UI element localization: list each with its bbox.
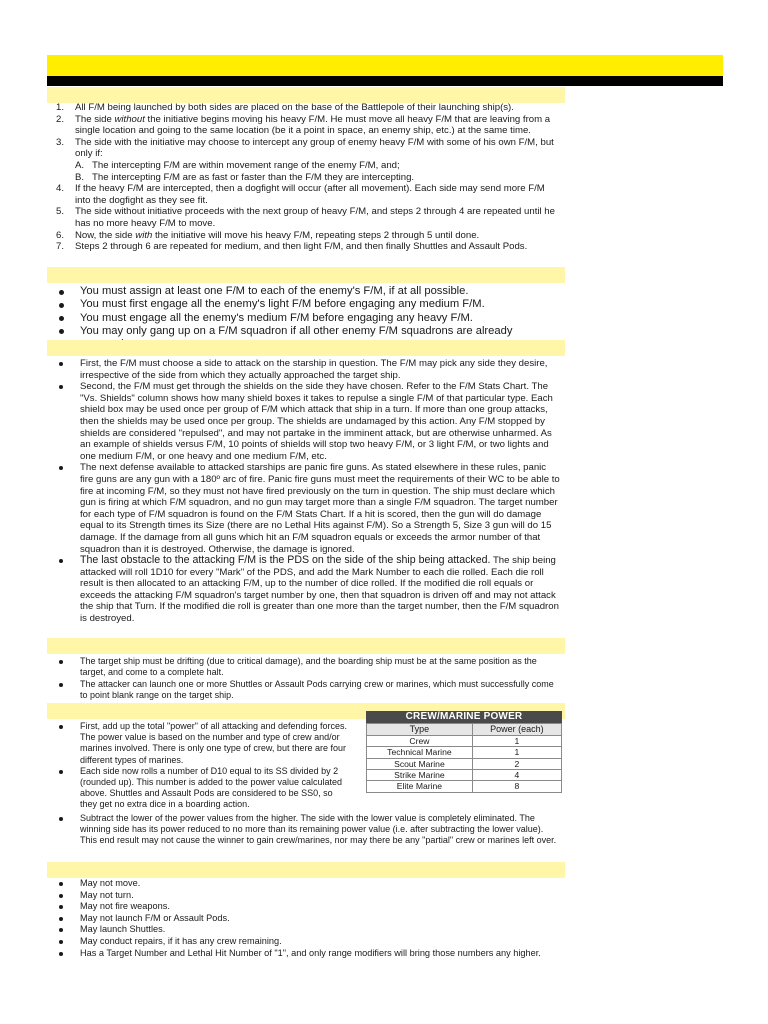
list-item: The attacker can launch one or more Shuttles or Assault Pods carrying crew or marines, which must successfully come to point blank range on the target ship. <box>56 679 561 702</box>
table-row: Technical Marine 1 <box>367 747 562 758</box>
list-item: May not move. <box>56 878 561 890</box>
list-item: Second, the F/M must get through the shields on the side they have chosen. Refer to the F/M Stats Chart. The "Vs. Shields" column shows how many shield boxes it takes to repulse a single F/M of that particular type. Each shield box may be used once per group of F/M which attack that ship in a turn. If more than one group attacks, then the shields may be used once per group. The shields are undamaged by this action. Any F/M stopped by shields are considered "repulsed", and may not partake in the imminent attack, but are otherwise unharmed. As an example of shields versus F/M, 10 points of shields will stop two heavy F/M, or 3 light F/M, or two lights and one medium F/M, or one heavy and one medium F/M, etc. <box>56 381 561 462</box>
list-item: The target ship must be drifting (due to critical damage), and the boarding ship must be at the same position as the target, and come to a complete halt. <box>56 656 561 679</box>
list-item: You may only gang up on a F/M squadron if all other enemy F/M squadrons are already <box>56 325 561 352</box>
sequence-step: 4. If the heavy F/M are intercepted, then a dogfight will occur (after all movement). Each side may send more F/M into the dogfight as they see fit. <box>56 183 545 206</box>
list-item: May not launch F/M or Assault Pods. <box>56 913 561 925</box>
list-item: Each side now rolls a number of D10 equal to its SS divided by 2 (rounded up). This number is added to the power value calculated above. Shuttles and Assault Pods are considered to be SS0, so they get no extra dice in a boarding action. <box>56 766 352 811</box>
table-header: Power (each) <box>472 724 561 735</box>
captured-list <box>56 878 561 959</box>
list-item: You must engage all the enemy's medium F/M before engaging any heavy F/M. <box>56 312 561 325</box>
list-item: First, add up the total "power" of all attacking and defending forces. The power value is based on the number and type of crew and/or marines involved. There is only one type of crew, but there are four different types of marines. <box>56 721 352 766</box>
sequence-substep: A. The intercepting F/M are within movement range of the enemy F/M, and; <box>75 159 400 171</box>
list-item: The last obstacle to the attacking F/M is the PDS on the side of the ship being attacked. The ship being attacked will roll 1D10 for every "Mark" of the PDS, and add the Mark Number to each die rolled. Each die roll result is then allocated to an attacking F/M, up to the number of dice rolled. If the modified die roll equals or exceeds the attacking F/M squadron's target number by one, then that squadron is driven off and may not attack the ship that Turn. If the modified die roll is greater than one more than the target number, then the F/M squadron is destroyed. <box>56 555 561 625</box>
list-item: The next defense available to attacked starships are panic fire guns. As stated elsewhere in these rules, panic fire guns are any gun with a 180º arc of fire. Panic fire guns must meet the requirements of their WC to be able to fire at incoming F/M, so they must not have fired previously on the turn in question. The ship must declare which gun is firing at which F/M squadron, and no gun may target more than a single F/M squadron. The target number for each type of F/M squadron is found on the F/M Stats Chart. If a hit is scored, then the gun will do damage equal to its Strength times its Size (there are no Lethal Hits against F/M). So a Strength 5, Size 3 gun will do 15 damage. If the damage from all guns which hit an F/M squadron equals or exceeds the armor number of that squadron than it is destroyed. Otherwise, the damage is ignored. <box>56 462 561 555</box>
list-item: May not turn. <box>56 890 561 902</box>
section-band-attack <box>47 340 565 356</box>
table-row: Strike Marine 4 <box>367 770 562 781</box>
section-band-boarding <box>47 638 565 654</box>
list-item: May conduct repairs, if it has any crew remaining. <box>56 936 561 948</box>
table-header: Type <box>367 724 473 735</box>
table-row: Scout Marine 2 <box>367 758 562 769</box>
sequence-step: 7. Steps 2 through 6 are repeated for medium, and then light F/M, and then finally Shuttles and Assault Pods. <box>56 241 528 253</box>
header-banner <box>47 55 723 76</box>
sequence-step: 5. The side without initiative proceeds with the next group of heavy F/M, and steps 2 through 4 are repeated until he has no more heavy F/M to move. <box>56 206 555 229</box>
sequence-step: 1. All F/M being launched by both sides are placed on the base of the Battlepole of their launching ship(s). <box>56 102 514 113</box>
list-item: You must first engage all the enemy's light F/M before engaging any medium F/M. <box>56 298 561 311</box>
combat-list-wide <box>56 813 561 847</box>
table-row: Elite Marine 8 <box>367 781 562 792</box>
section-band-dogfight <box>47 267 565 283</box>
attack-list <box>56 358 561 625</box>
sequence-step: 3. The side with the initiative may choose to intercept any group of enemy heavy F/M with some of his own F/M, but only if: A. The intercepting F/M are within movement range of the enemy F/M, and; B. The intercepting F/M are as fast or faster than the F/M they are intercepting. <box>56 137 561 183</box>
crew-marine-power-table <box>366 711 562 793</box>
list-item: May not fire weapons. <box>56 901 561 913</box>
list-item: You must assign at least one F/M to each of the enemy's F/M, if at all possible. <box>56 285 561 298</box>
sequence-step: 6. Now, the side with the initiative will move his heavy F/M, repeating steps 2 through 5 until done. <box>56 229 480 241</box>
boarding-list <box>56 656 561 702</box>
list-item: First, the F/M must choose a side to attack on the starship in question. The F/M may pick any side they desire, irrespective of the side from which they actually approached the target ship. <box>56 358 561 381</box>
section-band-sequence <box>47 87 565 103</box>
sequence-substep: B. The intercepting F/M are as fast or faster than the F/M they are intercepting. <box>75 171 415 183</box>
section-band-captured <box>47 862 565 878</box>
list-item: May launch Shuttles. <box>56 924 561 936</box>
list-item: Has a Target Number and Lethal Hit Number of "1", and only range modifiers will bring those numbers any higher. <box>56 948 561 960</box>
sequence-list <box>56 102 561 253</box>
combat-list <box>56 721 352 811</box>
list-item: Subtract the lower of the power values from the higher. The side with the lower value is completely eliminated. The winning side has its power reduced to no more than its remaining power value (i.e. after subtracting the lower value). This end result may not cause the winner to gain crew/marines, nor may there be any "partial" crew or marines left over. <box>56 813 561 847</box>
header-rule <box>47 76 723 86</box>
sequence-step: 2. The side without the initiative begins moving his heavy F/M. He must move all heavy F/M that are leaving from a single location and going to the same location (be it a point in space, an enemy ship, etc.) at the same time. <box>56 113 551 137</box>
table-row: Crew 1 <box>367 735 562 746</box>
table-title: CREW/MARINE POWER <box>366 711 562 723</box>
